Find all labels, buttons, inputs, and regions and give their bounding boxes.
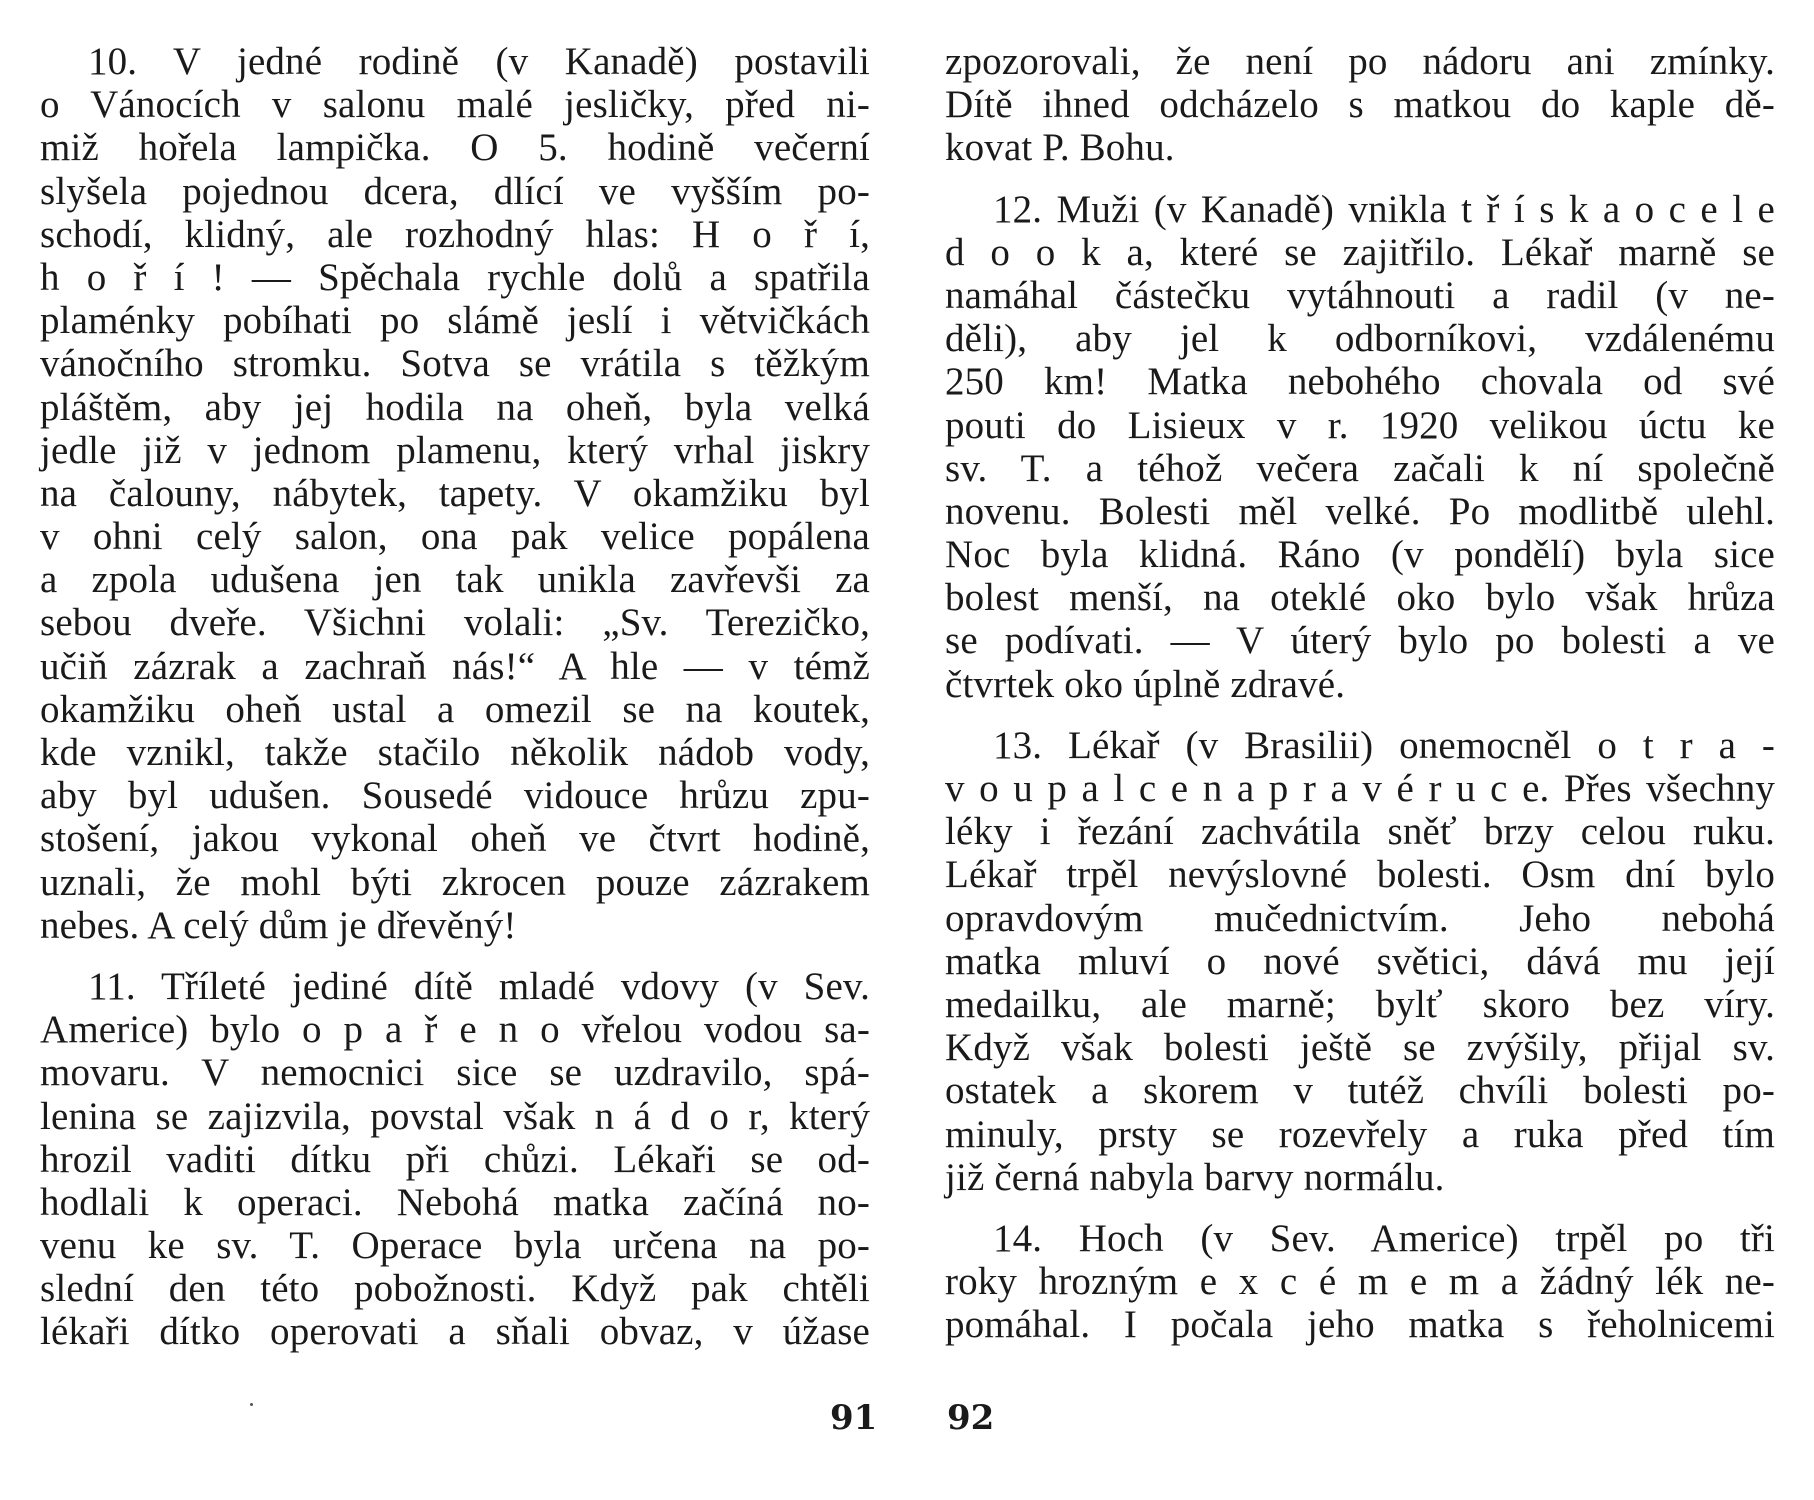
text-line: sebou dveře. Všichni volali: „Sv. Terezičko, (40, 601, 870, 645)
paragraph-gap (40, 947, 870, 965)
text-line: novenu. Bolesti měl velké. Po modlitbě ulehl. (945, 489, 1775, 533)
text-line: miž hořela lampička. O 5. hodině večerní (40, 126, 870, 170)
text-line: uznali, že mohl býti zkrocen pouze zázrakem (40, 860, 870, 904)
text-line: pláštěm, aby jej hodila na oheň, byla velká (40, 385, 870, 429)
text-line: 13. Lékař (v Brasilii) onemocněl o t r a - (993, 723, 1775, 767)
text-line: na čalouny, nábytek, tapety. V okamžiku byl (40, 471, 870, 515)
text-line: opravdovým mučednictvím. Jeho nebohá (945, 896, 1775, 940)
text-line: bolest menší, na oteklé oko bylo však hrůza (945, 576, 1775, 620)
text-line: Noc byla klidná. Ráno (v pondělí) byla sice (945, 533, 1775, 577)
paragraph-gap (945, 706, 1775, 724)
text-line: Americe) bylo o p a ř e n o vřelou vodou sa- (40, 1008, 870, 1052)
print-speck (250, 1403, 253, 1406)
paragraph-11-continued (945, 40, 1775, 170)
text-line: h o ř í ! — Spěchala rychle dolů a spatřila (40, 255, 870, 299)
text-line: léky i řezání zachvátila sněť brzy celou ruku. (945, 810, 1775, 854)
text-line: ostatek a skorem v tutéž chvíli bolesti po- (945, 1069, 1775, 1113)
text-line: minuly, prsty se rozevřely a ruka před tím (945, 1112, 1775, 1156)
text-line: roky hrozným e x c é m e m a žádný lék ne- (945, 1260, 1775, 1304)
text-line: hodlali k operaci. Nebohá matka začíná no- (40, 1180, 870, 1224)
text-line: 14. Hoch (v Sev. Americe) trpěl po tři (993, 1216, 1775, 1260)
text-line: děli), aby jel k odborníkovi, vzdálenému (945, 317, 1775, 361)
text-line: čtvrtek oko úplně zdravé. (945, 662, 1346, 706)
text-line: Dítě ihned odcházelo s matkou do kaple dě- (945, 83, 1775, 127)
text-line: pomáhal. I počala jeho matka s řeholnicemi (945, 1303, 1775, 1347)
text-line: kde vznikl, takže stačilo několik nádob vody, (40, 731, 870, 774)
paragraph-gap (945, 170, 1775, 188)
paragraph-14 (945, 1217, 1775, 1347)
text-line: sv. T. a téhož večera začali k ní společně (945, 446, 1775, 490)
page-number-left: 91 (830, 1398, 878, 1438)
text-line: stošení, jakou vykonal oheň ve čtvrt hodině, (40, 817, 870, 861)
text-line: jedle již v jednom plamenu, který vrhal jiskry (40, 428, 870, 472)
text-line: se podívati. — V úterý bylo po bolesti a ve (945, 619, 1775, 663)
paragraph-10 (40, 40, 870, 947)
text-line: o Vánocích v salonu malé jesličky, před ni- (40, 83, 870, 127)
text-line: slední den této pobožnosti. Když pak chtěli (40, 1267, 870, 1311)
text-line: matka mluví o nové světici, dává mu její (945, 939, 1775, 983)
text-line: schodí, klidný, ale rozhodný hlas: H o ř í, (40, 212, 870, 256)
left-page (40, 40, 870, 1354)
text-line: 250 km! Matka nebohého chovala od své (945, 360, 1775, 404)
text-line: vánočního stromku. Sotva se vrátila s těžkým (40, 342, 870, 386)
page-number-right: 92 (947, 1398, 995, 1438)
text-line: 11. Tříleté jediné dítě mladé vdovy (v Sev. (88, 964, 870, 1008)
text-line: lenina se zajizvila, povstal však n á d o r, který (40, 1094, 870, 1138)
text-line: Když však bolesti ještě se zvýšily, přijal sv. (945, 1026, 1775, 1070)
text-line: v ohni celý salon, ona pak velice popálena (40, 515, 870, 559)
text-line: movaru. V nemocnici sice se uzdravilo, spá- (40, 1051, 870, 1095)
text-line: učiň zázrak a zachraň nás!“ A hle — v témž (40, 644, 870, 688)
text-line: již černá nabyla barvy normálu. (945, 1155, 1445, 1199)
text-line: kovat P. Bohu. (945, 126, 1175, 170)
text-line: Lékař trpěl nevýslovné bolesti. Osm dní bylo (945, 853, 1775, 897)
text-line: medailku, ale marně; bylť skoro bez víry. (945, 982, 1775, 1026)
text-line: 10. V jedné rodině (v Kanadě) postavili (88, 40, 870, 83)
paragraph-11 (40, 965, 870, 1354)
text-line: d o o k a, které se zajitřilo. Lékař marně se (945, 230, 1775, 274)
text-line: nebes. A celý dům je dřevěný! (40, 903, 517, 947)
text-line: hrozil vaditi dítku při chůzi. Lékaři se od- (40, 1137, 870, 1181)
text-line: namáhal částečku vytáhnouti a radil (v ne- (945, 273, 1775, 317)
text-line: zpozorovali, že není po nádoru ani zmínky. (945, 40, 1775, 83)
text-line: lékaři dítko operovati a sňali obvaz, v úžase (40, 1310, 870, 1354)
text-line: pouti do Lisieux v r. 1920 velikou úctu ke (945, 403, 1775, 447)
text-line: v o u p a l c e n a p r a v é r u c e. Přes všechny (945, 767, 1775, 810)
paragraph-12 (945, 188, 1775, 706)
paragraph-gap (945, 1199, 1775, 1217)
right-page (945, 40, 1775, 1346)
text-line: slyšela pojednou dcera, dlící ve vyšším po- (40, 169, 870, 213)
text-line: plaménky pobíhati po slámě jeslí i větvičkách (40, 299, 870, 343)
text-line: venu ke sv. T. Operace byla určena na po- (40, 1224, 870, 1268)
text-line: okamžiku oheň ustal a omezil se na koutek, (40, 687, 870, 731)
text-line: a zpola udušena jen tak unikla zavřevši za (40, 558, 870, 602)
paragraph-13 (945, 724, 1775, 1199)
text-line: aby byl udušen. Sousedé vidouce hrůzu zpu- (40, 774, 870, 818)
text-line: 12. Muži (v Kanadě) vnikla t ř í s k a o c e l e (993, 187, 1775, 231)
